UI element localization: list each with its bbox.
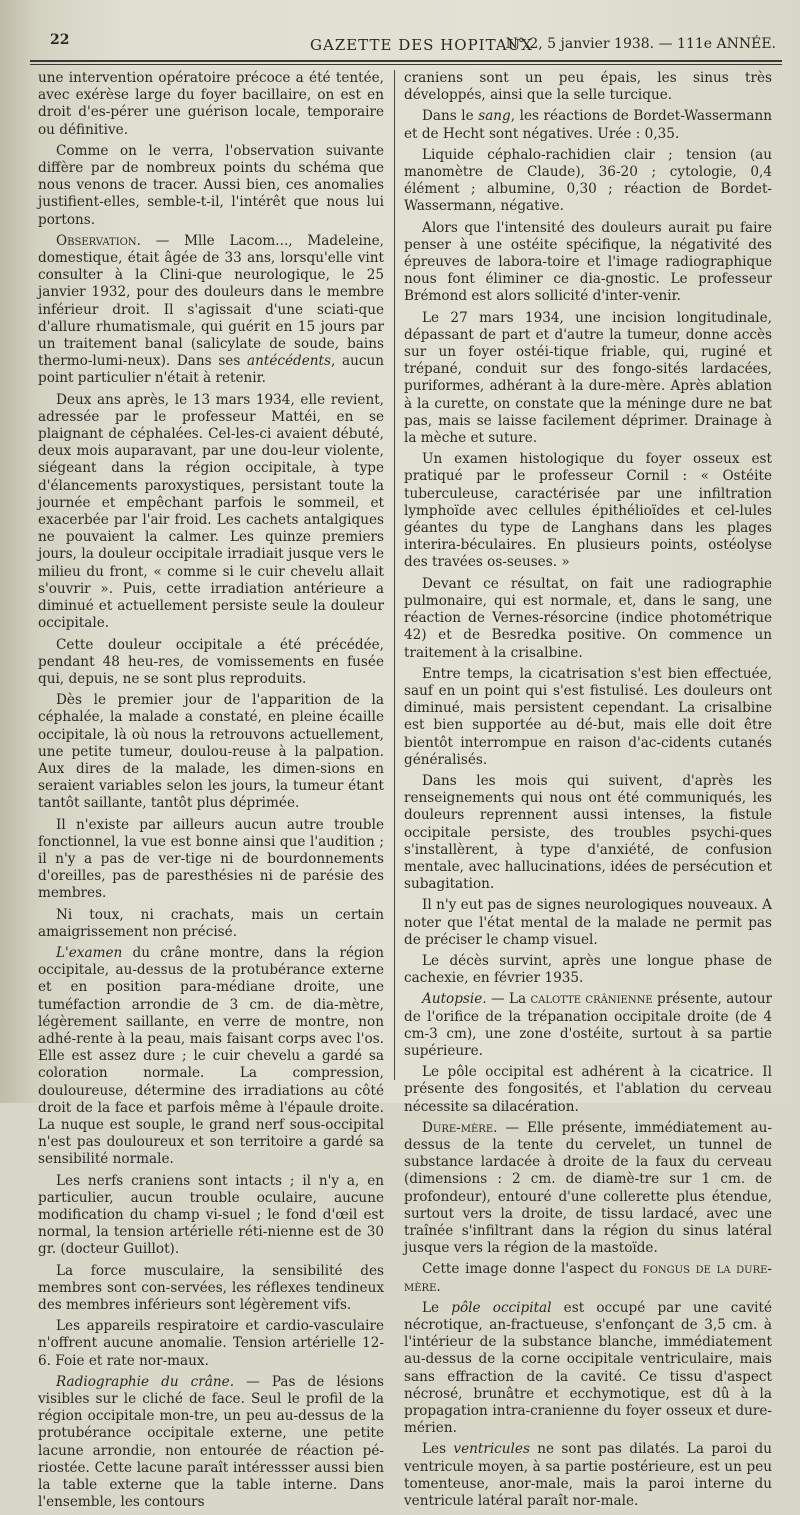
paragraph: une intervention opératoire précoce a été tentée, avec exérèse large du foyer bacillaire, on est en droit d'es-pérer une guérison locale, temporaire ou définitive.	[38, 70, 384, 138]
page-header	[30, 32, 782, 62]
paragraph: Dure-mère. — Elle présente, immédiatement au-dessus de la tente du cervelet, un tunnel de substance lardacée à droite de la faux du cerveau (dimensions : 2 cm. de diamè-tre sur 1 cm. de profondeur), entouré d'une collerette plus étendue, surtout vers la droite, de tissu lardacé, avec une traînée s'infiltrant dans la région du sinus latéral jusque vers la région de la mastoïde.	[404, 1119, 772, 1257]
paragraph: Observation. — Mlle Lacom..., Madeleine, domestique, était âgée de 33 ans, lorsqu'elle vint consulter à la Clini-que neurologique, le 25 janvier 1932, pour des douleurs dans le membre inférieur droit. Il s'agissait d'une sciati-que d'allure rhumatismale, qui guérit en 15 jours par un traitement banal (salicylate de soude, bains thermo-lumi-neux). Dans ses antécédents, aucun point particulier n'était à retenir.	[38, 232, 384, 387]
paragraph: Les appareils respiratoire et cardio-vasculaire n'offrent aucune anomalie. Tension artérielle 12-6. Foie et rate nor-maux.	[38, 1318, 384, 1369]
paragraph: La force musculaire, la sensibilité des membres sont con-servées, les réflexes tendineux des membres inférieurs sont légèrement vifs.	[38, 1262, 384, 1314]
paragraph: Il n'existe par ailleurs aucun autre trouble fonctionnel, la vue est bonne ainsi que l'audition ; il n'y a pas de ver-tige ni de bourdonnements d'oreilles, pas de paresthésies ni de parésie des membres.	[38, 816, 384, 902]
paragraph: Les ventricules ne sont pas dilatés. La paroi du ventricule moyen, à sa partie postérieure, est un peu tomenteuse, anor-male, mais la paroi interne du ventricule latéral paraît nor-male.	[404, 1441, 772, 1510]
paragraph: Autopsie. — La calotte crânienne présente, autour de l'orifice de la trépanation occipitale droite (de 4 cm-3 cm), une zone d'ostéite, surtout à sa partie supérieure.	[404, 991, 772, 1059]
paragraph: Liquide céphalo-rachidien clair ; tension (au manomètre de Claude), 36-20 ; cytologie, 0,4 élément ; albumine, 0,30 ; réaction de Bordet-Wassermann, négative.	[404, 146, 772, 215]
paragraph: Le décès survint, après une longue phase de cachexie, en février 1935.	[404, 952, 772, 987]
paragraph: Le pôle occipital est adhérent à la cicatrice. Il présente des fongosités, et l'ablation du cerveau nécessite sa dilacération.	[404, 1064, 772, 1115]
paragraph: Alors que l'intensité des douleurs aurait pu faire penser à une ostéite spécifique, la négativité des épreuves de labora-toire et l'image radiographique nous font éliminer ce dia-gnostic. Le professeur Brémond est alors sollicité d'inter-venir.	[404, 219, 772, 305]
left-column	[38, 70, 384, 1515]
issue-info: N°.2, 5 janvier 1938. — 111e ANNÉE.	[505, 36, 776, 52]
paragraph: Cette image donne l'aspect du fongus de la dure-mère.	[404, 1261, 772, 1295]
paragraph: Dès le premier jour de l'apparition de la céphalée, la malade a constaté, en pleine écaille occipitale, là où nous la retrouvons actuellement, une petite tumeur, doulou-reuse à la palpation. Aux dires de la malade, les dimen-sions en seraient variables selon les jours, la tumeur étant tantôt saillante, tantôt plus déprimée.	[38, 692, 384, 812]
column-divider	[394, 70, 395, 1080]
paragraph: Le 27 mars 1934, une incision longitudinale, dépassant de part et d'autre la tumeur, donne accès sur un foyer ostéi-tique friable, qui, ruginé et trépané, conduit sur des fongo-sités lardacées, puriformes, adhérant à la dure-mère. Après ablation à la curette, on constate que la méninge dure ne bat pas, mais se laisse facilement déprimer. Drainage à la mèche et suture.	[404, 309, 772, 447]
paragraph: Ni toux, ni crachats, mais un certain amaigrissement non précisé.	[38, 906, 384, 940]
paragraph: craniens sont un peu épais, les sinus très développés, ainsi que la selle turcique.	[404, 70, 772, 104]
paragraph: Comme on le verra, l'observation suivante diffère par de nombreux points du schéma que nous venons de tracer. Aussi bien, ces anomalies justifient-elles, semble-t-il, l'intérêt que nous lui portons.	[38, 142, 384, 228]
right-column	[404, 70, 772, 1514]
paragraph: Le pôle occipital est occupé par une cavité nécrotique, an-fractueuse, s'enfonçant de 3,5 cm. à l'intérieur de la substance blanche, immédiatement au-dessus de la corne occipitale ventriculaire, mais sans effraction de la cavité. Ce tissu d'aspect nécrosé, brunâtre et ecchymotique, est dû à la propagation intra-cranienne du foyer osseux et dure-mérien.	[404, 1299, 772, 1437]
page-number: 22	[50, 32, 70, 48]
observation-heading: Observation.	[56, 232, 141, 249]
paragraph: Il n'y eut pas de signes neurologiques nouveaux. A noter que l'état mental de la malade ne permit pas de préciser le champ visuel.	[404, 897, 772, 948]
paragraph: L'examen du crâne montre, dans la région occipitale, au-dessus de la protubérance externe et en position para-médiane droite, une tuméfaction arrondie de 3 cm. de dia-mètre, légèrement saillante, en verre de montre, non adhé-rente à la peau, mais faisant corps avec l'os. Elle est assez dure ; le cuir chevelu a gardé sa coloration normale. La compression, douloureuse, détermine des irradiations au côté droit de la face et parfois même à l'épaule droite. La nuque est souple, le grand nerf sous-occipital n'est pas douloureux et son territoire a gardé sa sensibilité normale.	[38, 944, 384, 1168]
paragraph: Dans le sang, les réactions de Bordet-Wassermann et de Hecht sont négatives. Urée : 0,35.	[404, 108, 772, 142]
paragraph: Entre temps, la cicatrisation s'est bien effectuée, sauf en un point qui s'est fistulisé. Les douleurs ont diminué, mais persistent cependant. La crisalbine est bien supportée au dé-but, mais elle doit être bientôt interrompue en raison d'ac-cidents cutanés généralisés.	[404, 665, 772, 768]
paragraph: Devant ce résultat, on fait une radiographie pulmonaire, qui est normale, et, dans le sang, une réaction de Vernes-résorcine (indice photométrique 42) et de Besredka positive. On commence un traitement à la crisalbine.	[404, 575, 772, 661]
paragraph: Un examen histologique du foyer osseux est pratiqué par le professeur Cornil : « Ostéite tuberculeuse, caractérisée par une infiltration lymphoïde avec cellules épithélioïdes et cel-lules géantes du type de Langhans dans les plages interira-béculaires. En plusieurs points, ostéolyse des travées os-seuses. »	[404, 451, 772, 571]
paragraph: Cette douleur occipitale a été précédée, pendant 48 heu-res, de vomissements en fusée qui, depuis, ne se sont plus reproduits.	[38, 636, 384, 687]
header-rule	[30, 64, 782, 65]
paragraph: Radiographie du crâne. — Pas de lésions visibles sur le cliché de face. Seul le profil de la région occipitale mon-tre, un peu au-dessus de la protubérance occipitale externe, une petite lacune arrondie, non entourée de réaction pé-riostée. Cette lacune paraît intéressser aussi bien la table externe que la table interne. Dans l'ensemble, les contours	[38, 1373, 384, 1511]
paragraph: Dans les mois qui suivent, d'après les renseignements qui nous ont été communiqués, les douleurs reprennent aussi intenses, la fistule occipitale persiste, des troubles psychi-ques s'installèrent, à type d'anxiété, de confusion mentale, avec hallucinations, idées de persécution et subagitation.	[404, 772, 772, 893]
paragraph: Les nerfs craniens sont intacts ; il n'y a, en particulier, aucun trouble oculaire, aucune modification du champ vi-suel ; le fond d'œil est normal, la tension artérielle réti-nienne est de 30 gr. (docteur Guillot).	[38, 1172, 384, 1258]
paragraph: Deux ans après, le 13 mars 1934, elle revient, adressée par le professeur Mattéi, en se plaignant de céphalées. Cel-les-ci avaient débuté, deux mois auparavant, par une dou-leur violente, siégeant dans la région occipitale, à type d'élancements paroxystiques, persistant toute la journée et empêchant parfois le sommeil, et exacerbée par l'air froid. Les cachets antalgiques ne pouvaient la calmer. Les quinze premiers jours, la douleur occipitale irradiait jusque vers le milieu du front, « comme si le cuir chevelu allait s'ouvrir ». Puis, cette irradiation antérieure a diminué et actuellement persiste seule la douleur occipitale.	[38, 391, 384, 632]
journal-title: GAZETTE DES HOPITAUX	[310, 36, 533, 54]
